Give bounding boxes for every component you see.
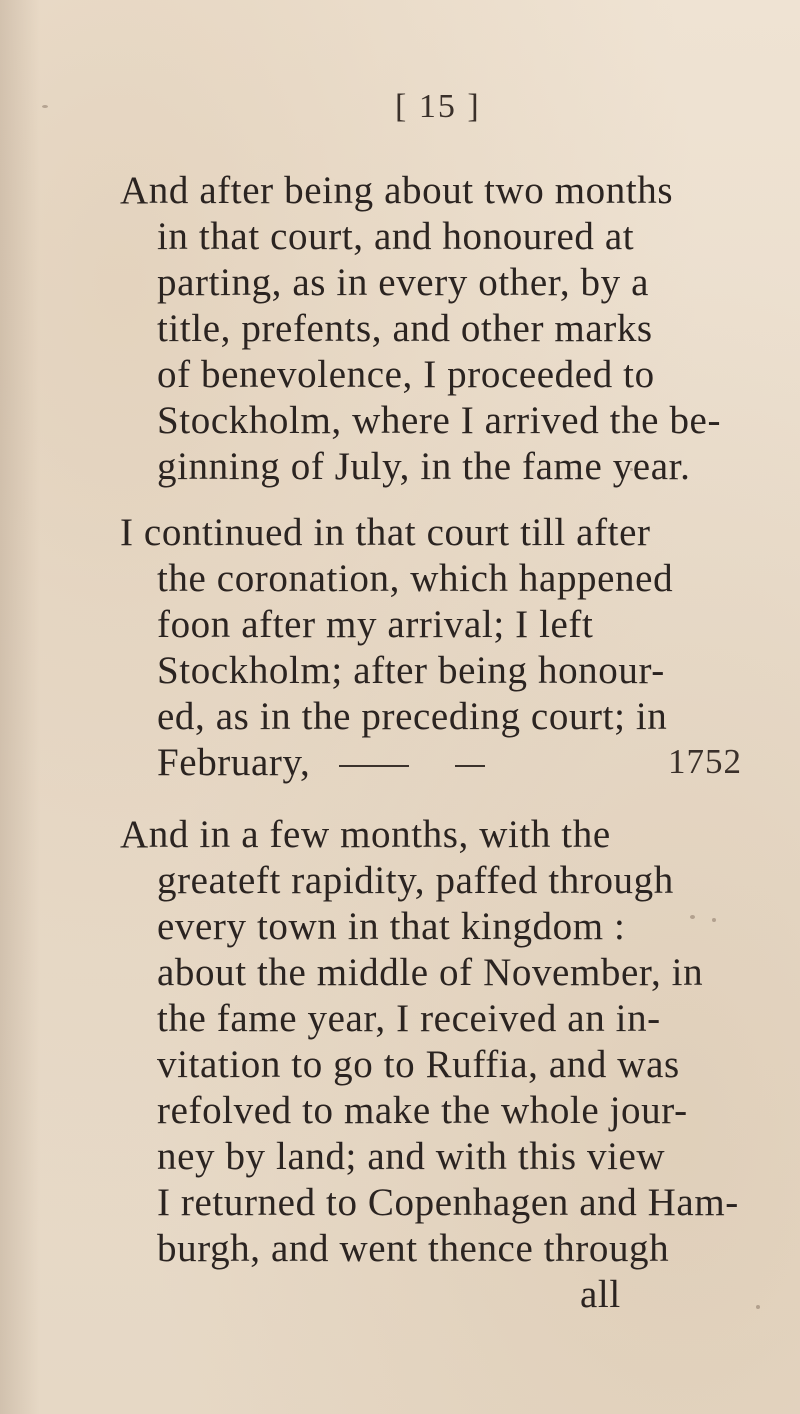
catchword: all	[580, 1273, 621, 1316]
text-line: ney by land; and with this view	[157, 1135, 666, 1178]
text-line: vitation to go to Ruffia, and was	[157, 1043, 680, 1086]
text-line: title, prefents, and other marks	[157, 307, 653, 350]
paper-speck	[690, 915, 695, 919]
paper-speck	[756, 1305, 760, 1309]
margin-year: 1752	[668, 742, 742, 781]
text-line: in that court, and honoured at	[157, 215, 635, 258]
text-line: foon after my arrival; I left	[157, 603, 594, 646]
text-line: And in a few months, with the	[120, 813, 611, 856]
text-line: ginning of July, in the fame year.	[157, 445, 691, 488]
text-line: ed, as in the preceding court; in	[157, 695, 668, 738]
text-line: February,	[157, 741, 311, 784]
text-line: And after being about two months	[120, 169, 674, 212]
text-line: about the middle of November, in	[157, 951, 704, 994]
text-line: the fame year, I received an in-	[157, 997, 661, 1040]
page-number: [ 15 ]	[395, 88, 481, 125]
paper-speck	[42, 105, 48, 108]
text-line: greateft rapidity, paffed through	[157, 859, 674, 902]
text-line-with-dashes	[157, 740, 503, 786]
text-line: every town in that kingdom :	[157, 905, 626, 948]
dash-rule	[339, 765, 409, 767]
text-line: Stockholm; after being honour-	[157, 649, 665, 692]
paper-speck	[712, 918, 716, 922]
page-edge-shadow	[0, 0, 40, 1414]
text-line: refolved to make the whole jour-	[157, 1089, 688, 1132]
paper-speck	[630, 468, 633, 471]
text-line: parting, as in every other, by a	[157, 261, 649, 304]
text-line: I returned to Copenhagen and Ham-	[157, 1181, 739, 1224]
text-line: Stockholm, where I arrived the be-	[157, 399, 722, 442]
text-line: burgh, and went thence through	[157, 1227, 670, 1270]
dash-rule	[455, 765, 485, 767]
text-line: the coronation, which happened	[157, 557, 674, 600]
text-line: of benevolence, I proceeded to	[157, 353, 655, 396]
text-line: I continued in that court till after	[120, 511, 651, 554]
